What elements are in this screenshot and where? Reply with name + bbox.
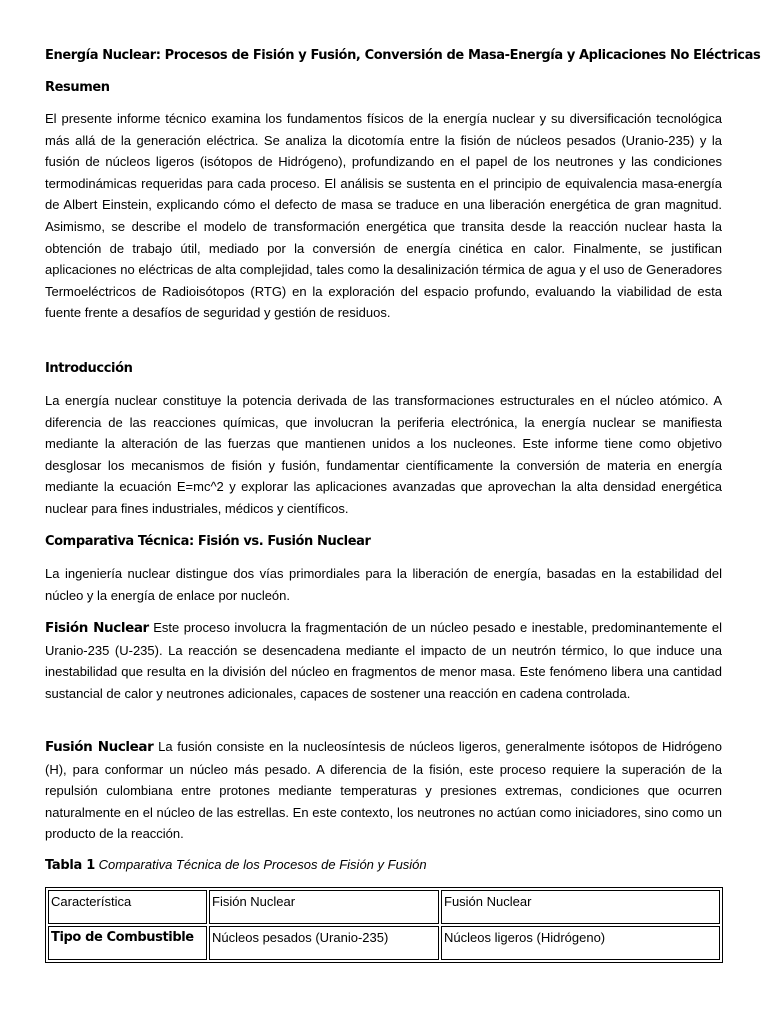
comparison-table [45,887,723,963]
table-header-cell: Característica [48,890,207,924]
table-header-cell: Fisión Nuclear [209,890,439,924]
table-header-row [48,890,720,924]
table-cell: Núcleos ligeros (Hidrógeno) [441,926,720,960]
fission-text: Este proceso involucra la fragmentación de un núcleo pesado e inestable, predominantemente el Uranio-235 (U-235). La reacción se desencadena mediante el impacto de un neutrón térmico, lo que induce una inestabilidad que resulta en la división del núcleo en fragmentos de menor masa. Este fenómeno libera una cantidad sustancial de calor y neutrones adicionales, capaces de sostener una reacción en cadena controlada. [45,620,722,701]
comparison-intro-paragraph: La ingeniería nuclear distingue dos vías primordiales para la liberación de energía, basadas en la estabilidad del núcleo y la energía de enlace por nucleón. [45,566,722,603]
fission-lead: Fisión Nuclear [45,620,149,636]
table-label: Tabla 1 [45,858,95,873]
table-row-header-cell: Tipo de Combustible [48,926,207,960]
abstract-paragraph: El presente informe técnico examina los fundamentos físicos de la energía nuclear y su diversificación tecnológica más allá de la generación eléctrica. Se analiza la dicotomía entre la fisión de núcleos pesados (Uranio-235) y la fusión de núcleos ligeros (isótopos de Hidrógeno), profundizando en el papel de los neutrones y las condiciones termodinámicas requeridas para cada proceso. El análisis se sustenta en el principio de equivalencia masa-energía de Albert Einstein, explicando cómo el defecto de masa se traduce en una liberación energética de gran magnitud. Asimismo, se describe el modelo de transformación energética que transita desde la reacción nuclear hasta la obtención de trabajo útil, mediado por la conversión de energía cinética en calor. Finalmente, se justifican aplicaciones no eléctricas de alta complejidad, tales como la desalinización térmica de agua y el uso de Generadores Termoeléctricos de Radioisótopos (RTG) en la exploración del espacio profundo, evaluando la viabilidad de esta fuente frente a desafíos de seguridad y gestión de residuos. [45,111,722,321]
comparison-heading: Comparativa Técnica: Fisión vs. Fusión Nuclear [45,534,371,549]
introduction-paragraph: La energía nuclear constituye la potencia derivada de las transformaciones estructurales en el núcleo atómico. A diferencia de las reacciones químicas, que involucran la periferia electrónica, la energía nuclear se manifiesta mediante la alteración de las fuerzas que mantienen unidos a los nucleones. Este informe tiene como objetivo desglosar los mecanismos de fisión y fusión, fundamentar científicamente la conversión de materia en energía mediante la ecuación E=mc^2 y explorar las aplicaciones avanzadas que aprovechan la alta densidad energética nuclear para fines industriales, médicos y científicos. [45,393,722,516]
table-cell: Núcleos pesados (Uranio-235) [209,926,439,960]
abstract-heading: Resumen [45,80,110,95]
table-row [48,926,720,960]
table-header-cell: Fusión Nuclear [441,890,720,924]
fission-paragraph [45,617,722,704]
fusion-paragraph [45,736,722,845]
introduction-heading: Introducción [45,361,133,376]
table-caption-title: Comparativa Técnica de los Procesos de Fisión y Fusión [98,857,427,872]
fusion-lead: Fusión Nuclear [45,739,154,755]
fusion-text: La fusión consiste en la nucleosíntesis de núcleos ligeros, generalmente isótopos de Hidrógeno (H), para conformar un núcleo más pesado. A diferencia de la fisión, este proceso requiere la superación de la repulsión culombiana entre protones mediante temperaturas y presiones extremas, condiciones que ocurren naturalmente en el núcleo de las estrellas. En este contexto, los neutrones no actúan como iniciadores, sino como un producto de la reacción. [45,739,722,842]
table-caption [45,856,427,875]
document-title: Energía Nuclear: Procesos de Fisión y Fusión, Conversión de Masa-Energía y Aplicaciones No Eléctricas [45,48,761,63]
